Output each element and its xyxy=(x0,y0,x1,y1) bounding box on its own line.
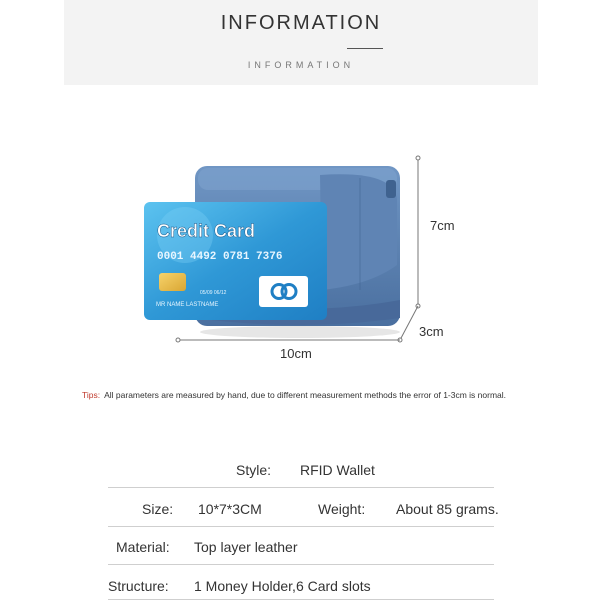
size-value: 10*7*3CM xyxy=(198,501,262,517)
spec-row-material xyxy=(108,531,494,565)
page-subtitle: INFORMATION xyxy=(247,60,355,70)
tips-label: Tips: xyxy=(82,390,101,400)
card-holder: MR NAME LASTNAME xyxy=(156,302,219,308)
tips-text: All parameters are measured by hand, due to different measurement methods the error of 1-3cm is normal. xyxy=(104,390,507,400)
card-number: 0001 4492 0781 7376 xyxy=(157,251,283,263)
spec-row-size-weight xyxy=(108,493,499,527)
dimension-depth: 3cm xyxy=(419,324,444,339)
style-label: Style: xyxy=(236,462,272,478)
dimension-height: 7cm xyxy=(430,218,455,233)
material-label: Material: xyxy=(116,539,170,555)
page-title: INFORMATION xyxy=(220,12,382,34)
tips-note xyxy=(82,390,506,400)
dimension-width: 10cm xyxy=(280,346,312,361)
credit-card xyxy=(144,202,327,320)
spec-row-structure xyxy=(108,570,494,604)
row-divider xyxy=(108,564,494,565)
style-value: RFID Wallet xyxy=(300,462,375,478)
card-expiry: 05/09 06/12 xyxy=(200,290,227,296)
material-value: Top layer leather xyxy=(194,539,298,555)
structure-label: Structure: xyxy=(108,578,169,594)
row-divider xyxy=(108,487,494,488)
card-brand: Credit Card xyxy=(157,221,256,241)
weight-value: About 85 grams. xyxy=(396,501,499,517)
spec-row-style xyxy=(108,454,494,488)
structure-value: 1 Money Holder,6 Card slots xyxy=(194,578,371,594)
card-chip xyxy=(159,273,186,291)
row-divider xyxy=(108,526,494,527)
weight-label: Weight: xyxy=(318,501,366,517)
size-label: Size: xyxy=(142,501,174,517)
